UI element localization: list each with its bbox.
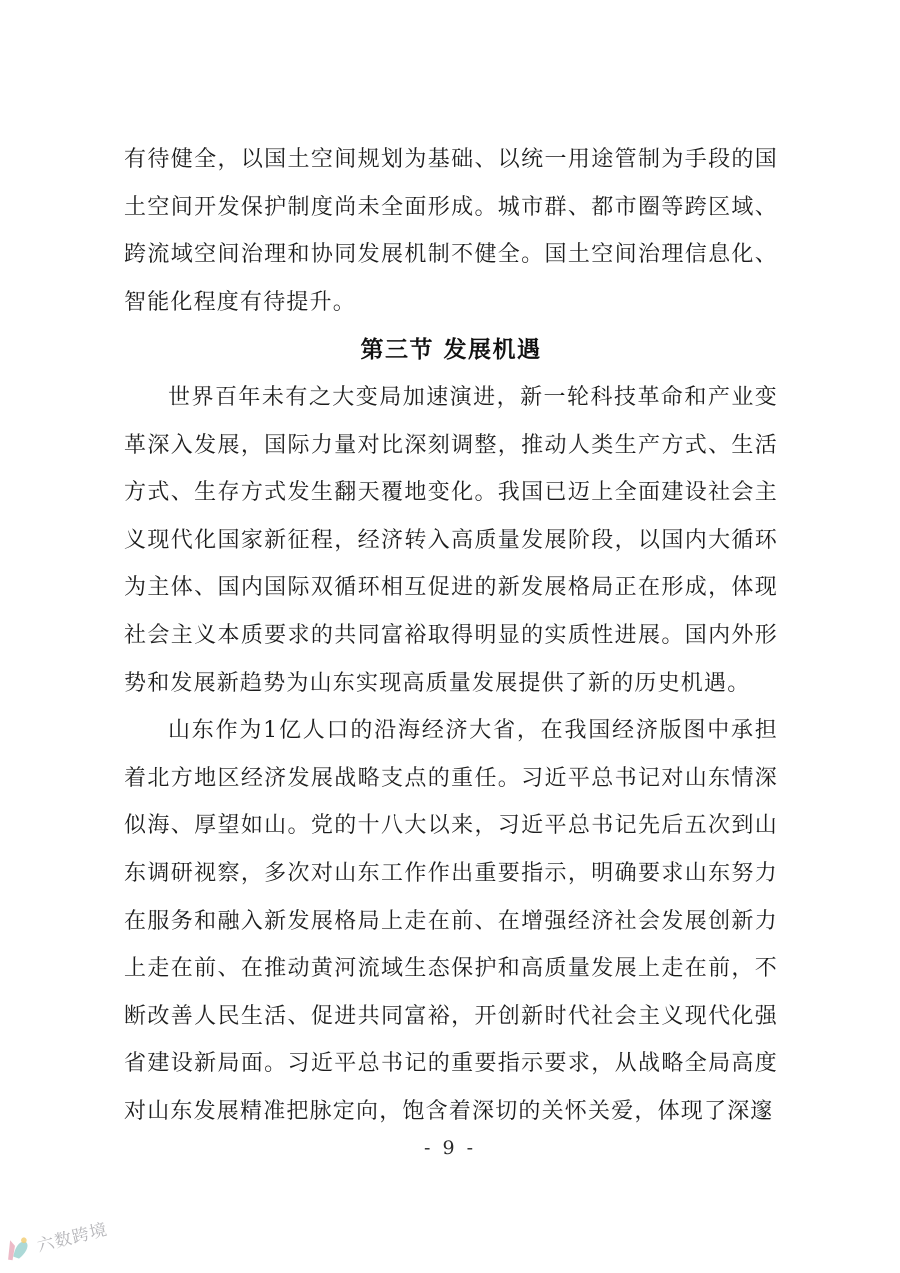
section-heading: 第三节 发展机遇 — [360, 336, 542, 364]
watermark-logo-icon — [0, 1233, 35, 1265]
page-number: - 9 - — [423, 1137, 476, 1159]
page-body-text — [124, 136, 778, 1135]
paragraph-shandong-role: 山东作为1亿人口的沿海经济大省，在我国经济版图中承担着北方地区经济发展战略支点的重任。习近平总书记对山东情深似海、厚望如山。党的十八大以来，习近平总书记先后五次到山东调研视察，多次对山东工作作出重要指示，明确要求山东努力在服务和融入新发展格局上走在前、在增强经济社会发展创新力上走在前、在推动黄河流域生态保护和高质量发展上走在前，不断改善人民生活、促进共同富裕，开创新时代社会主义现代化强省建设新局面。习近平总书记的重要指示要求，从战略全局高度对山东发展精准把脉定向，饱含着深切的关怀关爱，体现了深邃 — [124, 718, 778, 1124]
paragraph-development-opportunities: 世界百年未有之大变局加速演进，新一轮科技革命和产业变革深入发展，国际力量对比深刻调整，推动人类生产方式、生活方式、生存方式发生翻天覆地变化。我国已迈上全面建设社会主义现代化国家新征程，经济转入高质量发展阶段，以国内大循环为主体、国内国际双循环相互促进的新发展格局正在形成，体现社会主义本质要求的共同富裕取得明显的实质性进展。国内外形势和发展新趋势为山东实现高质量发展提供了新的历史机遇。 — [124, 384, 778, 696]
paragraph-land-planning: 有待健全，以国土空间规划为基础、以统一用途管制为手段的国土空间开发保护制度尚未全面形成。城市群、都市圈等跨区域、跨流域空间治理和协同发展机制不健全。国土空间治理信息化、智能化程度有待提升。 — [124, 147, 778, 315]
watermark-text: 六数跨境 — [35, 1219, 110, 1257]
watermark — [0, 1214, 110, 1265]
